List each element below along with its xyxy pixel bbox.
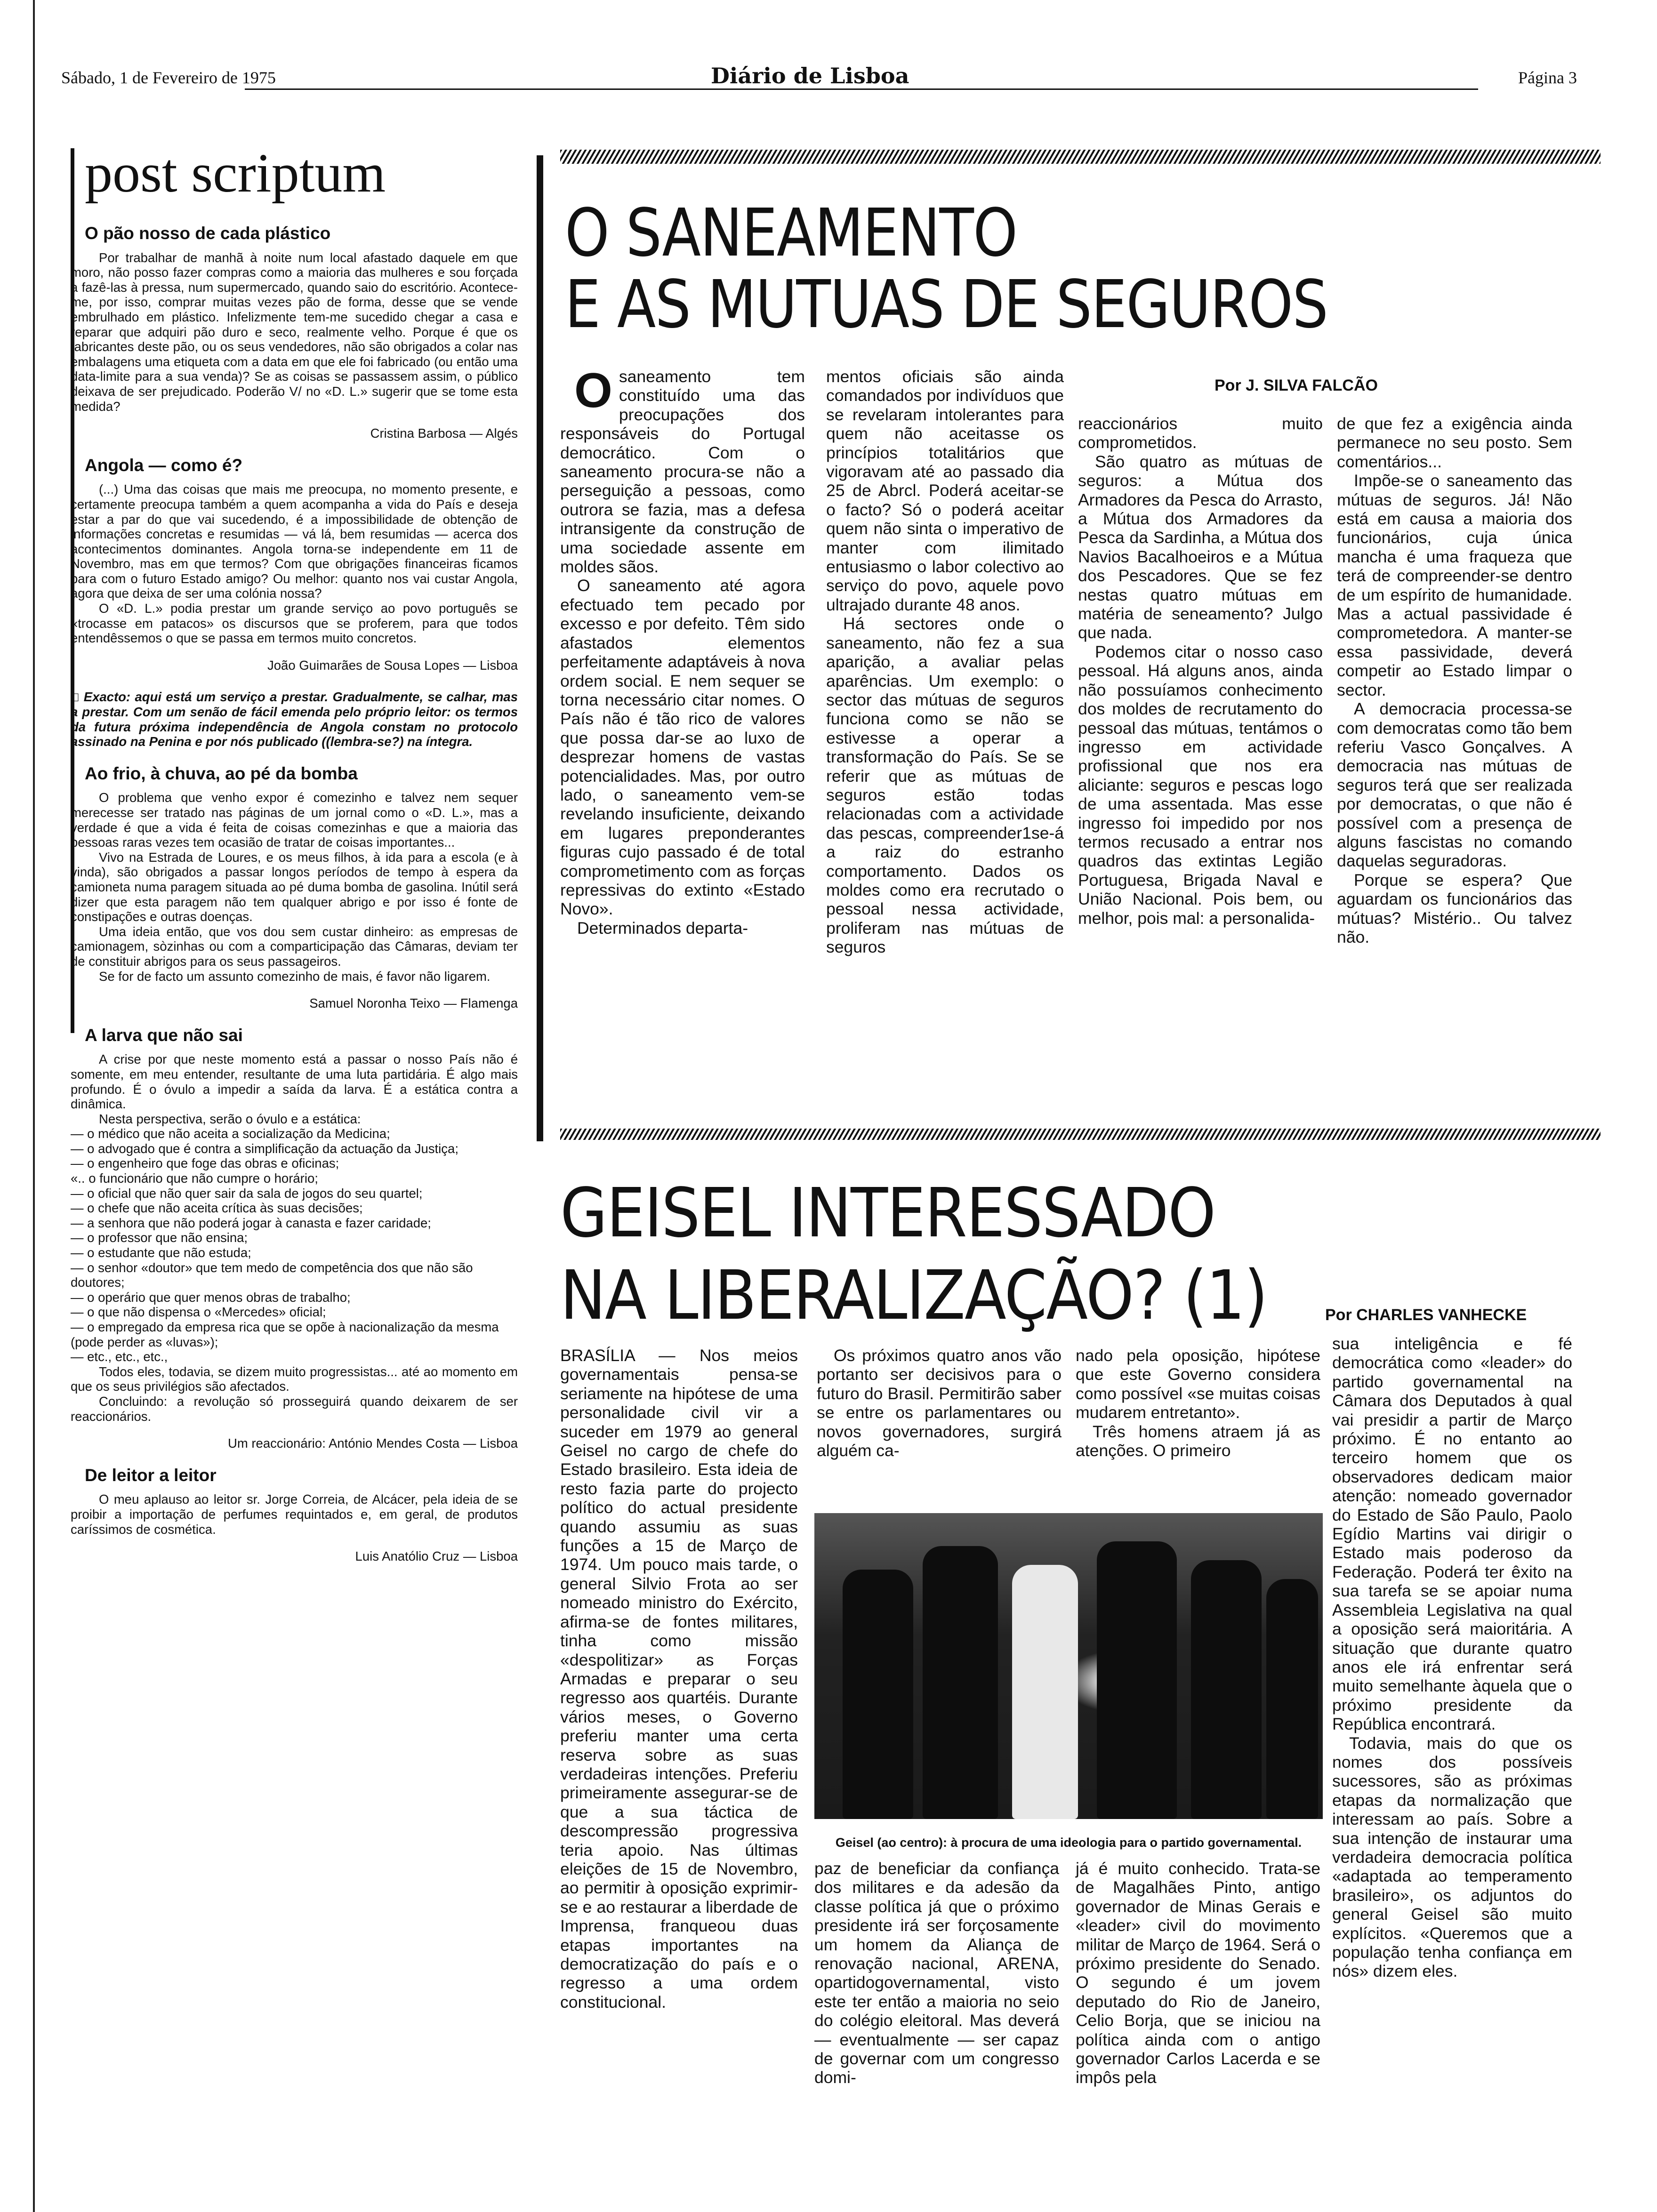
paragraph: Todavia, mais do que os nomes dos possíveis sucessores, são as próximas etapas da normalização que interessam ao país. Sobre a sua intenção de instaurar uma verdadeira democracia política «adaptada ao temperamento brasileiro», os adjuntos do general Geisel são muito explícitos. «Queremos que a população tenha confiança em nós» dizem eles. [1332, 1733, 1572, 1981]
article-column [1076, 1346, 1320, 1460]
photo-figure [1191, 1560, 1262, 1819]
headline-line: NA LIBERALIZAÇÃO? (1) [560, 1256, 1267, 1335]
letter-body: Vivo na Estrada de Loures, e os meus filhos, à ida para a escola (e à vinda), são obrigados a passar longos períodos de tempo à espera da camioneta numa paragem situada ao pé duma bomba de gasolina. Inútil será dizer que esta paragem não tem qualquer abrigo e por isso é fonte de constipações e outras doenças. [71, 850, 518, 924]
photo-figure [843, 1570, 913, 1819]
paragraph: reaccionários muito comprometidos. [1078, 414, 1323, 452]
paragraph: Há sectores onde o saneamento, não fez a sua aparição, a avaliar pelas aparências. Um exemplo: o sector das mútuas de seguros funciona como se não se estivesse a operar a transformação do País. Se se referir que as mútuas de seguros estão todas relacionadas com a actividade das pescas, compreender1se-á a raiz do estranho comportamento. Dados os moldes como era recrutado o pessoal nessa actividade, proliferam nas mútuas de seguros [826, 614, 1064, 957]
photo-figure [1012, 1565, 1078, 1819]
paragraph: São quatro as mútuas de seguros: a Mútua dos Armadores da Pesca do Arrasto, a Mútua dos Armadores da Pesca da Sardinha, a Mútua dos Navios Bacalhoeiros e a Mútua dos Pescadores. Que se fez nestas quatro mútuas em matéria de seneamento? Julgo que nada. [1078, 452, 1323, 642]
letter-body: Nesta perspectiva, serão o óvulo e a estática: [99, 1111, 361, 1126]
page-number: Página 3 [1518, 68, 1577, 87]
paragraph: de que fez a exigência ainda permanece no seu posto. Sem comentários... [1337, 414, 1572, 471]
issue-date: Sábado, 1 de Fevereiro de 1975 [61, 68, 276, 87]
header-rule [245, 88, 1478, 90]
list-item: — etc., etc., etc., [71, 1349, 168, 1364]
letter-body: Se for de facto um assunto comezinho de mais, é favor não ligarem. [99, 969, 491, 984]
letter-body: Uma ideia então, que vos dou sem custar dinheiro: as empresas de camionagem, sòzinhas ou com a comparticipação das Câmaras, deviam ter de constituir abrigos para os seus passageiros. [71, 924, 518, 969]
letter-title: Ao frio, à chuva, ao pé da bomba [85, 763, 358, 783]
letter-body: Todos eles, todavia, se dizem muito progressistas... até ao momento em que os seus privilégios são afectados. [71, 1364, 518, 1394]
list-item: — a senhora que não poderá jogar à canasta e fazer caridade; [71, 1215, 431, 1230]
hatched-rule [560, 1129, 1601, 1140]
letters-column [71, 221, 518, 1581]
letter-body: Concluindo: a revolução só prosseguirá quando deixarem de ser reaccionários. [71, 1394, 518, 1424]
letter-body: O meu aplauso ao leitor sr. Jorge Correia, de Alcácer, pela ideia de se proibir a importação de perfumes requintados e, em geral, de produtos caríssimos de cosmética. [71, 1492, 518, 1537]
paragraph: O saneamento até agora efectuado tem pecado por excesso e por defeito. Têm sido afastados elementos perfeitamente adaptáveis à nova ordem social. E nem sequer se torna necessário citar nomes. O País não é tão rico de valores que possa dar-se ao luxo de desprezar homens de vastas potencialidades. Mas, por outro lado, o saneamento vem-se revelando insuficiente, deixando em lugares preponderantes figuras cujo passado é de total comprometimento com as forças repressivas do extinto «Estado Novo». [560, 576, 805, 919]
paragraph: BRASÍLIA — Nos meios governamentais pensa-se seriamente na hipótese de uma personalidade civil vir a suceder em 1979 ao general Geisel no cargo de chefe do Estado brasileiro. Esta ideia de resto fazia parte do projecto político do actual presidente quando assumiu as suas funções a 15 de Março de 1974. Um pouco mais tarde, o general Silvio Frota ao ser nomeado ministro do Exército, afirma-se de fontes militares, tinha como missão «despolitizar» as Forças Armadas e preparar o seu regresso aos quartéis. Durante vários meses, o Governo preferiu manter uma certa reserva sobre as suas verdadeiras intenções. Preferiu primeiramente assegurar-se de que a sua táctica de descompressão progressiva teria apoio. Nas últimas eleições de 15 de Novembro, ao permitir à oposição exprimir-se e ao restaurar a liberdade de Imprensa, franqueou duas etapas importantes na democratização do país e o regresso a uma ordem constitucional. [560, 1346, 798, 2012]
list-item: — o oficial que não quer sair da sala de jogos do seu quartel; [71, 1186, 423, 1201]
drop-cap: O [574, 363, 612, 418]
paragraph: mentos oficiais são ainda comandados por indivíduos que se revelaram intolerantes para quem não aceitasse os princípios totalitários que vigoravam até ao passado dia 25 de Abrcl. Poderá aceitar-se o facto? Só o poderá aceitar quem não sinta o imperativo de manter com ilimitado entusiasmo o labor colectivo ao serviço do povo, aquele povo ultrajado durante 48 anos. [826, 367, 1064, 614]
letter-body: A crise por que neste momento está a passar o nosso País não é somente, em meu entender, resultante de uma luta partidária. É algo mais profundo. É o óvulo a impedir a saída da larva. É a estática contra a dinâmica. [71, 1052, 518, 1112]
letter-title: A larva que não sai [85, 1025, 243, 1045]
article-column [817, 1346, 1062, 1460]
list [71, 1126, 518, 1364]
editor-note: □ Exacto: aqui está um serviço a prestar. Gradualmente, se calhar, mas a prestar. Com um senão de fácil emenda pelo próprio leitor: os termos da futura próxima independência de Angola constam no protocolo assinado na Penina e por nós publicado ((lembra-se?) na íntegra. [71, 689, 518, 749]
paragraph: paz de beneficiar da confiança dos militares e da adesão da classe política já que o próximo presidente irá ser forçosamente um homem da Aliança de renovação nacional, ARENA, opartidogovernamental, visto este ter então a maioria no seio do colégio eleitoral. Mas deverá — eventualmente — ser capaz de governar com um congresso domi- [814, 1859, 1059, 2087]
list-item: — o professor que não ensina; [71, 1230, 248, 1245]
paragraph: Impõe-se o saneamento das mútuas de seguros. Já! Não está em causa a maioria dos funcionários, cuja única mancha é uma fraqueza que terá de compreender-se dentro de um espírito de humanidade. Mas a actual passividade é comprometedora. A manter-se essa passividade, deverá competir ao Estado limpar o sector. [1337, 471, 1572, 699]
letter-body: O problema que venho expor é comezinho e talvez nem sequer merecesse ser tratado nas páginas de um jornal como o «D. L.», mas a verdade é que a vida é feita de coisas comezinhas e que a maioria das pessoas raras vezes tem ocasião de tratar de coisas importantes... [71, 790, 518, 850]
letter-body: Por trabalhar de manhã à noite num local afastado daquele em que moro, não posso fazer compras como a maioria das mulheres e sou forçada a fazê-las à pressa, num supermercado, quando saio do escritório. Acontece-me, por isso, comprar muitas vezes pão de forma, desse que se vende embrulhado em plástico. Infelizmente tem-me sucedido chegar a casa e reparar que adquiri pão duro e seco, realmente velho. Porque é que os fabricantes deste pão, ou os seus vendedores, não são obrigados a colar nas embalagens uma etiqueta com a data em que ele foi fabricado (ou então uma data-limite para a sua venda)? Se as coisas se passassem assim, o público deixava de ser prejudicado. Poderão V/ no «D. L.» sugerir que se tome esta medida? [71, 250, 518, 414]
paragraph: já é muito conhecido. Trata-se de Magalhães Pinto, antigo governador de Minas Gerais e «leader» civil do movimento militar de Março de 1964. Será o próximo presidente do Senado. O segundo é um jovem deputado do Rio de Janeiro, Celio Borja, que se iniciou na política ainda com o antigo governador Carlos Lacerda e se impôs pela [1076, 1859, 1320, 2087]
paragraph: saneamento tem constituído uma das preocupações dos responsáveis do Portugal democrático. Com o saneamento procura-se não a perseguição a pessoas, como outrora se fazia, mas a defesa intransigente da construção de uma sociedade assente em moldes sãos. [560, 367, 805, 577]
letter-signature: Cristina Barbosa — Algés [370, 426, 518, 441]
paragraph: Porque se espera? Que aguardam os funcionários das mútuas? Mistério.. Ou talvez não. [1337, 870, 1572, 946]
paragraph: A democracia processa-se com democratas como tão bem referiu Vasco Gonçalves. A democracia nas mútuas de seguros terá que ser realizada por democratas, o que não é possível com a presença de alguns fascistas no comando daquelas seguradoras. [1337, 699, 1572, 871]
headline-line: GEISEL INTERESSADO [560, 1173, 1215, 1252]
list-item: — o estudante que não estuda; [71, 1245, 251, 1260]
list-item: «.. o funcionário que não cumpre o horário; [71, 1171, 318, 1186]
photo-figure [1266, 1579, 1318, 1819]
running-head [42, 61, 1586, 94]
list-item: — o médico que não aceita a socialização da Medicina; [71, 1126, 390, 1141]
article-column [560, 363, 805, 938]
paragraph: Podemos citar o nosso caso pessoal. Há alguns anos, ainda não possuíamos conhecimento dos moldes de recrutamento do pessoal das mútuas, tentámos o ingresso em actividade profissional que nos era aliciante: seguros e pescas logo de uma assentada. Mas esse ingresso foi impedido por nos termos recusado a entrar nos quadros das extintas Legião Portuguesa, Brigada Naval e União Nacional. Pois bem, ou melhor, pois mal: a personalida- [1078, 642, 1323, 928]
headline [560, 1172, 1267, 1337]
letter-signature: João Guimarães de Sousa Lopes — Lisboa [267, 657, 518, 673]
article-column [826, 367, 1064, 957]
news-photo [814, 1513, 1323, 1819]
list-item: — o empregado da empresa rica que se opõe à nacionalização da mesma (pode perder as «luvas»); [71, 1320, 499, 1349]
headline [565, 195, 1328, 343]
letter-signature: Samuel Noronha Teixo — Flamenga [309, 996, 518, 1011]
article-column [1076, 1859, 1320, 2087]
hatched-rule [560, 150, 1601, 164]
list-item: — o engenheiro que foge das obras e oficinas; [71, 1156, 339, 1171]
list-item: — o chefe que não aceita crítica às suas decisões; [71, 1201, 363, 1216]
article-column [1078, 414, 1323, 928]
list-item: — o advogado que é contra a simplificação da actuação da Justiça; [71, 1141, 458, 1156]
paragraph: nado pela oposição, hipótese que este Governo considera como possível «se muitas coisas mudarem entretanto». [1076, 1346, 1320, 1422]
headline-line: E AS MUTUAS DE SEGUROS [565, 266, 1328, 343]
article-column [814, 1859, 1059, 2087]
article-column [1332, 1334, 1572, 1981]
photo-figure [923, 1546, 998, 1819]
byline: Por J. SILVA FALCÃO [1215, 377, 1378, 394]
letter-signature: Luis Anatólio Cruz — Lisboa [355, 1549, 518, 1564]
headline-line: O SANEAMENTO [565, 195, 1017, 272]
paragraph: Três homens atraem já as atenções. O primeiro [1076, 1422, 1320, 1460]
photo-figure [1097, 1541, 1177, 1819]
letter-body: (...) Uma das coisas que mais me preocupa, no momento presente, e certamente preocupa também a quem acompanha a vida do País e deseja estar a par do que vai sucedendo, é a impossibilidade de obtenção de informações concretas e resumidas — vá lá, bem resumidas — acerca dos acontecimentos dominantes. Angola torna-se independente em 11 de Novembro, mas em que termos? Com que obrigações financeiras ficamos para com o futuro Estado amigo? Ou melhor: quanto nos vai custar Angola, agora que deixa de ser uma colónia nossa? [71, 482, 518, 601]
page-scan-edge [0, 0, 35, 2212]
photo-caption: Geisel (ao centro): à procura de uma ideologia para o partido governamental. [835, 1835, 1302, 1850]
letter-title: Angola — como é? [85, 455, 243, 475]
letter-signature: Um reaccionário: António Mendes Costa — Lisboa [227, 1436, 518, 1451]
column-divider [537, 155, 543, 1141]
list-item: — o operário que quer menos obras de trabalho; [71, 1290, 351, 1305]
byline: Por CHARLES VANHECKE [1325, 1306, 1527, 1324]
masthead: Diário de Lisboa [701, 63, 918, 88]
letter-body: O «D. L.» podia prestar um grande serviço ao povo português se «trocasse em patacos» os discursos que se proferem, para que todos entendêssemos o que se passa em termos muito concretos. [71, 601, 518, 646]
letter-title: O pão nosso de cada plástico [85, 224, 331, 243]
list-item: — o senhor «doutor» que tem medo de competência dos que não são doutores; [71, 1260, 473, 1290]
section-title: post scriptum [85, 142, 386, 204]
paragraph: sua inteligência e fé democrática como «leader» do partido governamental na Câmara dos Deputados à qual vai presidir a partir de Março próximo. É no entanto ao terceiro homem que os observadores dedicam maior atenção: nomeado governador do Estado de São Paulo, Paolo Egídio Martins vai dirigir o Estado mais poderoso da Federação. Poderá ter êxito na sua tarefa se se apoiar numa Assembleia Legislativa na qual a oposição será maioritária. A situação que durante quatro anos ele irá enfrentar será muito semelhante àquela que o próximo presidente da República encontrará. [1332, 1334, 1572, 1734]
article-column [1337, 414, 1572, 946]
article-column [560, 1346, 798, 2012]
letter-title: De leitor a leitor [85, 1465, 217, 1485]
paragraph: Os próximos quatro anos vão portanto ser decisivos para o futuro do Brasil. Permitirão saber se entre os parlamentares ou novos governadores, surgirá alguém ca- [817, 1346, 1062, 1460]
paragraph: Determinados departa- [577, 918, 748, 938]
list-item: — o que não dispensa o «Mercedes» oficial; [71, 1305, 326, 1320]
